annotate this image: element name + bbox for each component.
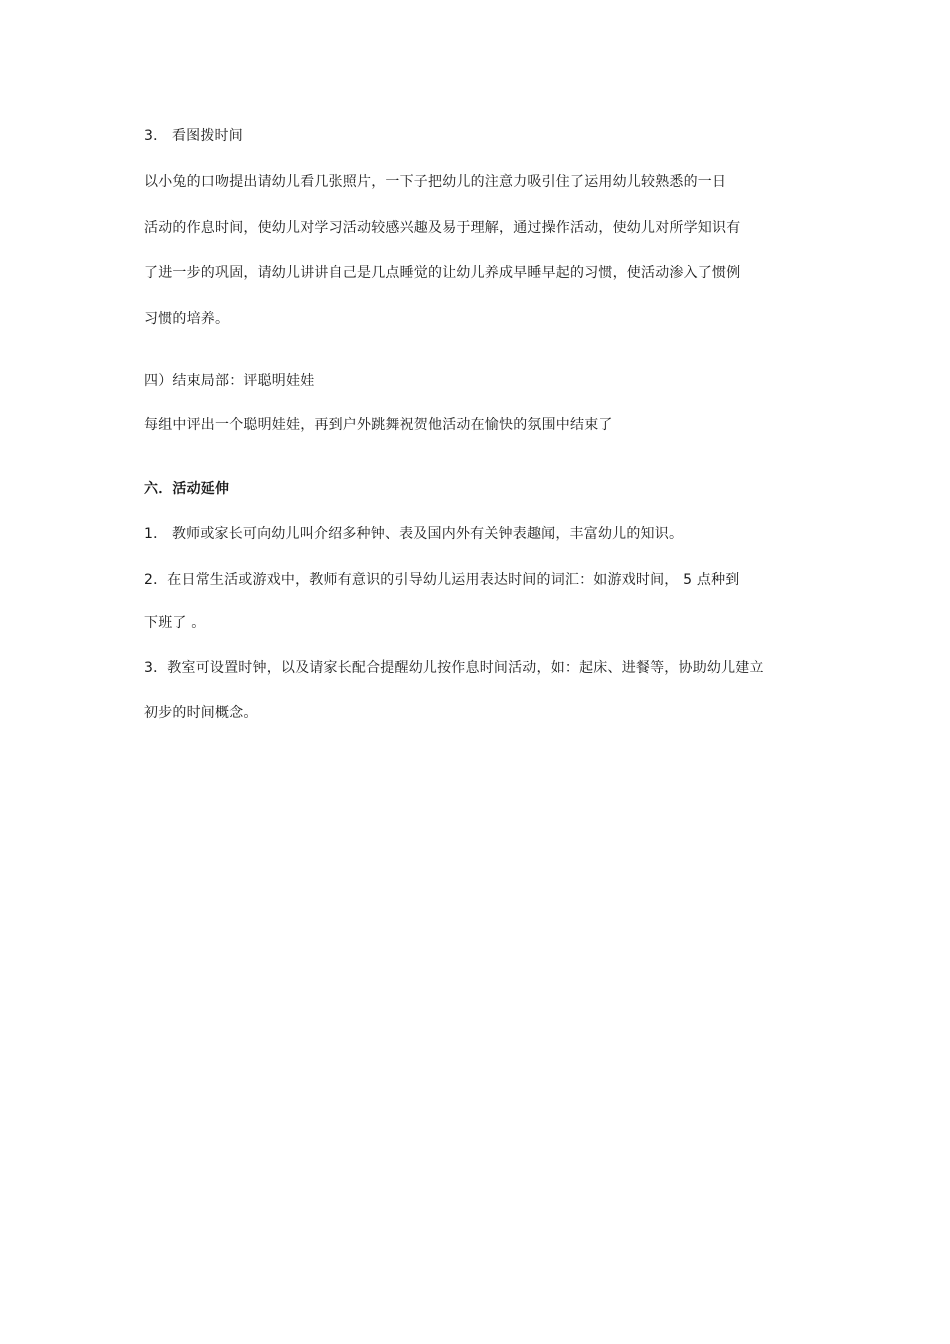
step3-paragraph-line-4: 习惯的培养。	[144, 311, 230, 327]
step3-title: 3． 看图拨时间	[144, 128, 243, 144]
section-six-title: 六．活动延伸	[144, 481, 230, 497]
step3-paragraph-line-2: 活动的作息时间，使幼儿对学习活动较感兴趣及易于理解，通过操作活动，使幼儿对所学知识有	[144, 220, 741, 236]
extension-item-1: 1． 教师或家长可向幼儿叫介绍多种钟、表及国内外有关钟表趣闻，丰富幼儿的知识。	[144, 526, 684, 542]
extension-item-3-line-2: 初步的时间概念。	[144, 705, 258, 721]
extension-item-2-line-1: 2．在日常生活或游戏中，教师有意识的引导幼儿运用表达时间的词汇：如游戏时间， 5 点种到	[144, 572, 740, 588]
section-four-paragraph: 每组中评出一个聪明娃娃，再到户外跳舞祝贺他活动在愉快的氛围中结束了	[144, 417, 613, 433]
step3-paragraph-line-3: 了进一步的巩固，请幼儿讲讲自己是几点睡觉的让幼儿养成早睡早起的习惯，使活动渗入了惯例	[144, 265, 741, 281]
section-four-title: 四）结束局部：评聪明娃娃	[144, 373, 315, 389]
extension-item-2-line-2: 下班了 。	[144, 615, 206, 631]
step3-paragraph-line-1: 以小兔的口吻提出请幼儿看几张照片，一下子把幼儿的注意力吸引住了运用幼儿较熟悉的一日	[144, 174, 727, 190]
extension-item-3-line-1: 3．教室可设置时钟，以及请家长配合提醒幼儿按作息时间活动，如：起床、进餐等，协助幼儿建立	[144, 660, 764, 676]
